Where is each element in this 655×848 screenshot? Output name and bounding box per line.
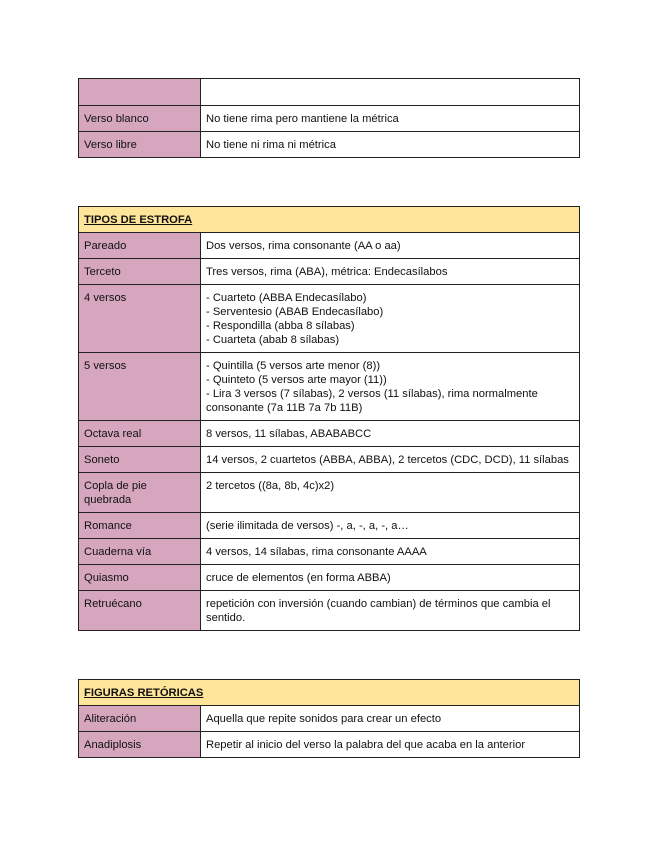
row-value: Tres versos, rima (ABA), métrica: Endecasílabos: [201, 259, 580, 285]
row-label: Quiasmo: [79, 565, 201, 591]
row-value: Dos versos, rima consonante (AA o aa): [201, 233, 580, 259]
row-label: Retruécano: [79, 591, 201, 631]
table-row: [79, 233, 580, 259]
table-row: [79, 447, 580, 473]
row-label: Octava real: [79, 421, 201, 447]
row-label: Copla de pie quebrada: [79, 473, 201, 513]
row-value: No tiene ni rima ni métrica: [201, 132, 580, 158]
row-label: 5 versos: [79, 353, 201, 421]
table-row: [79, 565, 580, 591]
row-value: 2 tercetos ((8a, 8b, 4c)x2): [201, 473, 580, 513]
table-row: [79, 285, 580, 353]
row-value: Aquella que repite sonidos para crear un efecto: [201, 706, 580, 732]
row-value: (serie ilimitada de versos) -, a, -, a, -, a…: [201, 513, 580, 539]
row-value: cruce de elementos (en forma ABBA): [201, 565, 580, 591]
row-value: [201, 79, 580, 106]
section-title: TIPOS DE ESTROFA: [79, 207, 580, 233]
row-value: - Cuarteto (ABBA Endecasílabo) - Serventesio (ABAB Endecasílabo) - Respondilla (abba 8 sílabas) - Cuarteta (abab 8 sílabas): [201, 285, 580, 353]
row-value: repetición con inversión (cuando cambian) de términos que cambia el sentido.: [201, 591, 580, 631]
table-row: [79, 732, 580, 758]
stanza-types-table: [78, 206, 580, 631]
table-row: [79, 79, 580, 106]
table-row: [79, 132, 580, 158]
table-row: [79, 259, 580, 285]
row-label: Romance: [79, 513, 201, 539]
row-value: - Quintilla (5 versos arte menor (8)) - Quinteto (5 versos arte mayor (11)) - Lira 3 versos (7 sílabas), 2 versos (11 sílabas), rima normalmente consonante (7a 11B 7a 7b 11B): [201, 353, 580, 421]
table-row: [79, 473, 580, 513]
row-label: Verso libre: [79, 132, 201, 158]
row-label: Pareado: [79, 233, 201, 259]
row-value: Repetir al inicio del verso la palabra del que acaba en la anterior: [201, 732, 580, 758]
row-label: 4 versos: [79, 285, 201, 353]
table-row: [79, 421, 580, 447]
row-value: 4 versos, 14 sílabas, rima consonante AAAA: [201, 539, 580, 565]
row-label: Cuaderna vía: [79, 539, 201, 565]
table-row: [79, 513, 580, 539]
row-label: Terceto: [79, 259, 201, 285]
row-value: 8 versos, 11 sílabas, ABABABCC: [201, 421, 580, 447]
row-value: 14 versos, 2 cuartetos (ABBA, ABBA), 2 tercetos (CDC, DCD), 11 sílabas: [201, 447, 580, 473]
row-label: Soneto: [79, 447, 201, 473]
table-header-row: [79, 680, 580, 706]
table-row: [79, 539, 580, 565]
table-row: [79, 706, 580, 732]
row-label: Verso blanco: [79, 106, 201, 132]
row-value: No tiene rima pero mantiene la métrica: [201, 106, 580, 132]
table-row: [79, 106, 580, 132]
row-label: Aliteración: [79, 706, 201, 732]
verse-types-table: [78, 78, 580, 158]
row-label: [79, 79, 201, 106]
row-label: Anadiplosis: [79, 732, 201, 758]
rhetorical-figures-table: [78, 679, 580, 758]
table-row: [79, 591, 580, 631]
table-row: [79, 353, 580, 421]
table-header-row: [79, 207, 580, 233]
section-title: FIGURAS RETÓRICAS: [79, 680, 580, 706]
